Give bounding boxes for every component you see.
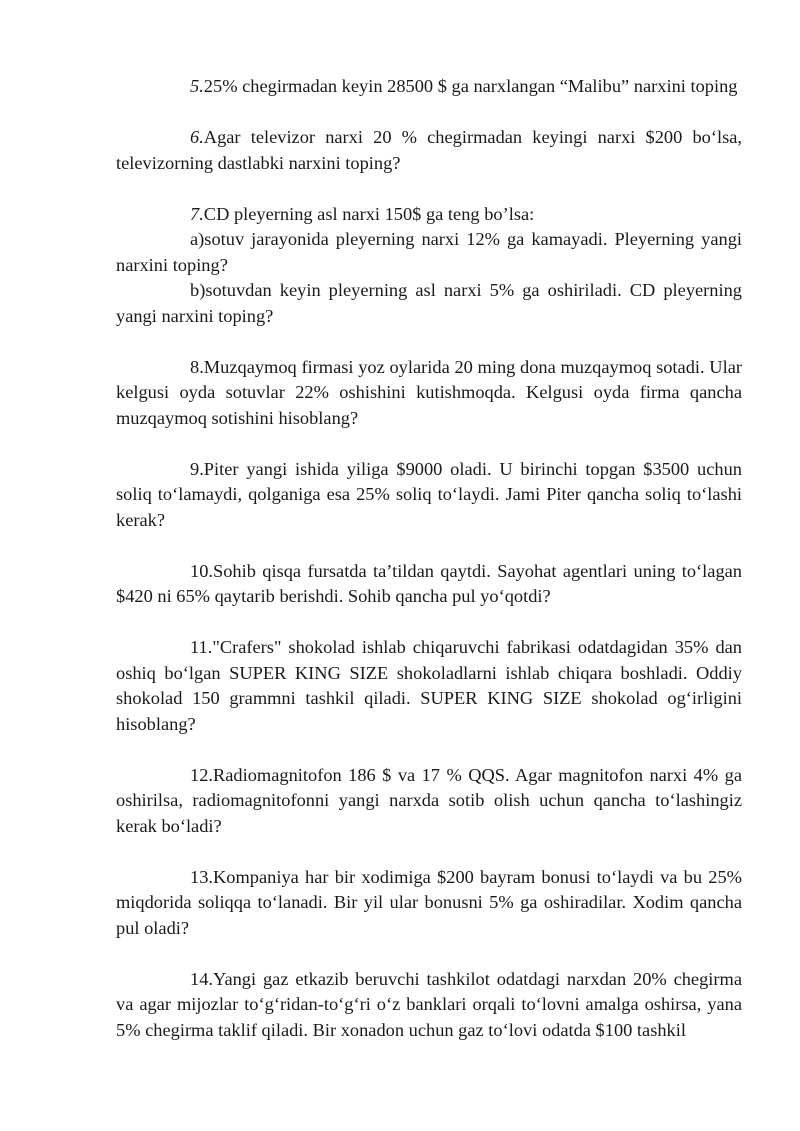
problem-14	[116, 967, 742, 1044]
problem-text: Yangi gaz etkazib beruvchi tashkilot odatdagi narxdan 20% chegirma va agar mijozlar to‘g‘ridan-to‘g‘ri o‘z banklari orqali to‘lovni amalga oshirsa, yana 5% chegirma taklif qiladi. Bir xonadon uchun gaz to‘lovi odatda $100 tashkil	[116, 968, 742, 1040]
problem-7	[116, 202, 742, 228]
sub-item-text: sotuvdan keyin pleyerning asl narxi 5% ga oshiriladi. CD pleyerning yangi narxini toping?	[116, 280, 742, 326]
problem-10	[116, 559, 742, 610]
problem-6	[116, 125, 742, 176]
problem-text: CD pleyerning asl narxi 150$ ga teng bo’lsa:	[203, 203, 535, 224]
problem-text: Piter yangi ishida yiliga $9000 oladi. U birinchi topgan $3500 uchun soliq to‘lamaydi, qolganiga esa 25% soliq to‘laydi. Jami Piter qancha soliq to‘lashi kerak?	[116, 458, 742, 530]
problem-number: 5.	[190, 76, 204, 96]
problem-7-part-a	[116, 227, 742, 278]
problem-number: 10.	[190, 560, 213, 581]
problem-number: 11.	[190, 637, 213, 657]
problem-text: Radiomagnitofon 186 $ va 17 % QQS. Agar magnitofon narxi 4% ga oshirilsa, radiomagnitofonni yangi narxda sotib olish uchun qancha to‘lashingiz kerak bo‘ladi?	[116, 764, 742, 836]
sub-item-label: b)	[190, 280, 206, 300]
problem-text: "Crafers" shokolad ishlab chiqaruvchi fabrikasi odatdagidan 35% dan oshiq bo‘lgan SUPER KING SIZE shokoladlarni ishlab chiqara boshladi. Oddiy shokolad 150 grammni tashkil qiladi. SUPER KING SIZE shokolad og‘irligini hisoblang?	[116, 637, 742, 734]
problem-7-part-b	[116, 278, 742, 329]
problem-text: Agar televizor narxi 20 % chegirmadan keyingi narxi $200 bo‘lsa, televizorning dastlabki narxini toping?	[116, 127, 742, 173]
problem-number: 7.	[190, 203, 204, 224]
problem-number: 9.	[190, 458, 204, 479]
problem-number: 13.	[190, 866, 213, 887]
problem-9	[116, 457, 742, 534]
problem-number: 14.	[190, 968, 213, 989]
problem-5	[116, 74, 742, 100]
document-page	[116, 74, 742, 1043]
problem-number: 6.	[190, 127, 204, 147]
problem-8	[116, 355, 742, 432]
problem-11	[116, 635, 742, 737]
problem-number: 8.	[190, 356, 204, 377]
sub-item-text: sotuv jarayonida pleyerning narxi 12% ga kamayadi. Pleyerning yangi narxini toping?	[116, 229, 742, 275]
problem-12	[116, 763, 742, 840]
problem-text: 25% chegirmadan keyin 28500 $ ga narxlangan “Malibu” narxini toping	[203, 76, 738, 96]
sub-item-label: a)	[190, 229, 205, 249]
problem-text: Muzqaymoq firmasi yoz oylarida 20 ming dona muzqaymoq sotadi. Ular kelgusi oyda sotuvlar 22% oshishini kutishmoqda. Kelgusi oyda firma qancha muzqaymoq sotishini hisoblang?	[116, 356, 742, 428]
problem-text: Kompaniya har bir xodimiga $200 bayram bonusi to‘laydi va bu 25% miqdorida soliqqa to‘lanadi. Bir yil ular bonusni 5% ga oshiradilar. Xodim qancha pul oladi?	[116, 866, 742, 938]
problem-number: 12.	[190, 764, 213, 785]
problem-13	[116, 865, 742, 942]
problem-text: Sohib qisqa fursatda ta’tildan qaytdi. Sayohat agentlari uning to‘lagan $420 ni 65% qaytarib berishdi. Sohib qancha pul yo‘qotdi?	[116, 560, 742, 606]
